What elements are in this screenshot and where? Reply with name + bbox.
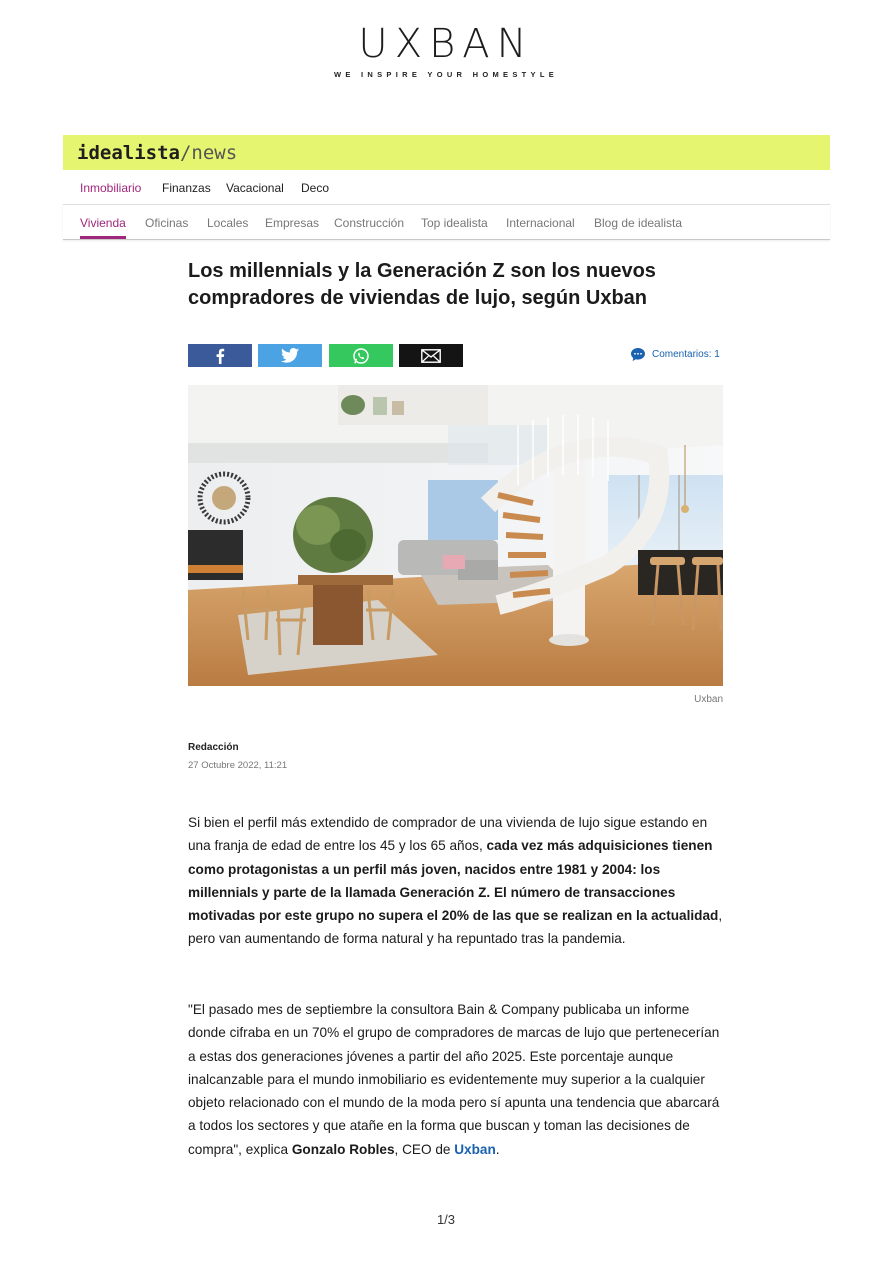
article-date: 27 Octubre 2022, 11:21 [188,760,288,771]
comments-label: Comentarios: 1 [652,349,720,360]
secondary-nav [63,205,830,240]
idealista-news-logo[interactable] [77,141,237,165]
photo-credit: Uxban [694,694,723,705]
comment-bubble-icon [631,348,645,361]
p2-text-1: "El pasado mes de septiembre la consultora Bain & Company publicaba un informe donde cifraba en un 70% el grupo de compradores de marcas de lujo que pertenecerían a estas dos generaciones jóvenes a partir del año 2025. Este porcentaje aunque inalcanzable para el mundo inmobiliario es evidentemente muy superior a la cualquier objeto relacionado con el mundo de la moda pero sí apunta una tendencia que abarcará a todos los sectores y que atañe en la forma que buscan y toman las decisiones de compra", explica [188,1002,720,1157]
email-share-button[interactable] [399,344,463,367]
facebook-icon [215,348,225,364]
article-author: Redacción [188,742,239,753]
uxban-logo: UXBAN [358,21,534,67]
subnav-item-internacional[interactable]: Internacional [506,216,575,230]
comments-link[interactable] [631,348,720,361]
email-icon [421,349,441,363]
subnav-item-vivienda[interactable]: Vivienda [80,216,126,230]
twitter-icon [281,348,299,363]
whatsapp-share-button[interactable] [329,344,393,367]
primary-nav [63,170,830,205]
p2-bold-1: Gonzalo Robles [291,1141,395,1157]
uxban-link[interactable]: Uxban [454,1141,496,1157]
idealista-logo-sub: /news [179,142,238,164]
uxban-tagline: WE INSPIRE YOUR HOMESTYLE [333,70,559,79]
article-paragraph-1 [188,811,728,951]
nav-item-inmobiliario[interactable]: Inmobiliario [80,181,142,195]
idealista-logo-main: idealista [77,142,180,164]
nav-item-vacacional[interactable]: Vacacional [226,181,284,195]
subnav-item-empresas[interactable]: Empresas [265,216,320,230]
article-paragraph-2 [188,998,728,1161]
p1-text-1: Si bien el perfil más extendido de comprador de una vivienda de lujo sigue estando en una franja de edad de entre los 45 y los 65 años, [188,815,708,854]
p1-bold-1: cada vez más adquisiciones tienen como protagonistas a un perfil más joven, nacidos entre 1981 y 2004: los millennials y parte de la llamada Generación Z. El número de transacciones motivadas por este grupo no supera el 20% de las que se realizan en la actualidad [188,838,719,924]
subnav-item-locales[interactable]: Locales [207,216,249,230]
facebook-share-button[interactable] [188,344,252,367]
subnav-item-oficinas[interactable]: Oficinas [145,216,189,230]
uxban-header [0,22,892,79]
p2-text-3: . [495,1141,500,1157]
nav-item-finanzas[interactable]: Finanzas [162,181,211,195]
whatsapp-icon [352,347,370,365]
subnav-item-blog[interactable]: Blog de idealista [594,216,683,230]
idealista-news-bar [63,135,830,170]
p1-text-2: , pero van aumentando de forma natural y ha repuntado tras la pandemia. [188,908,723,947]
subnav-item-top-idealista[interactable]: Top idealista [421,216,488,230]
twitter-share-button[interactable] [258,344,322,367]
article-title: Los millennials y la Generación Z son los nuevos compradores de viviendas de lujo, según Uxban [188,260,656,309]
nav-item-deco[interactable]: Deco [301,181,330,195]
living-room-photo [188,385,723,686]
page-number: 1/3 [436,1212,456,1227]
p2-text-2: , CEO de [394,1141,455,1157]
subnav-item-construccion[interactable]: Construcción [334,216,405,230]
active-tab-underline [80,236,126,239]
article-photo [188,385,723,686]
